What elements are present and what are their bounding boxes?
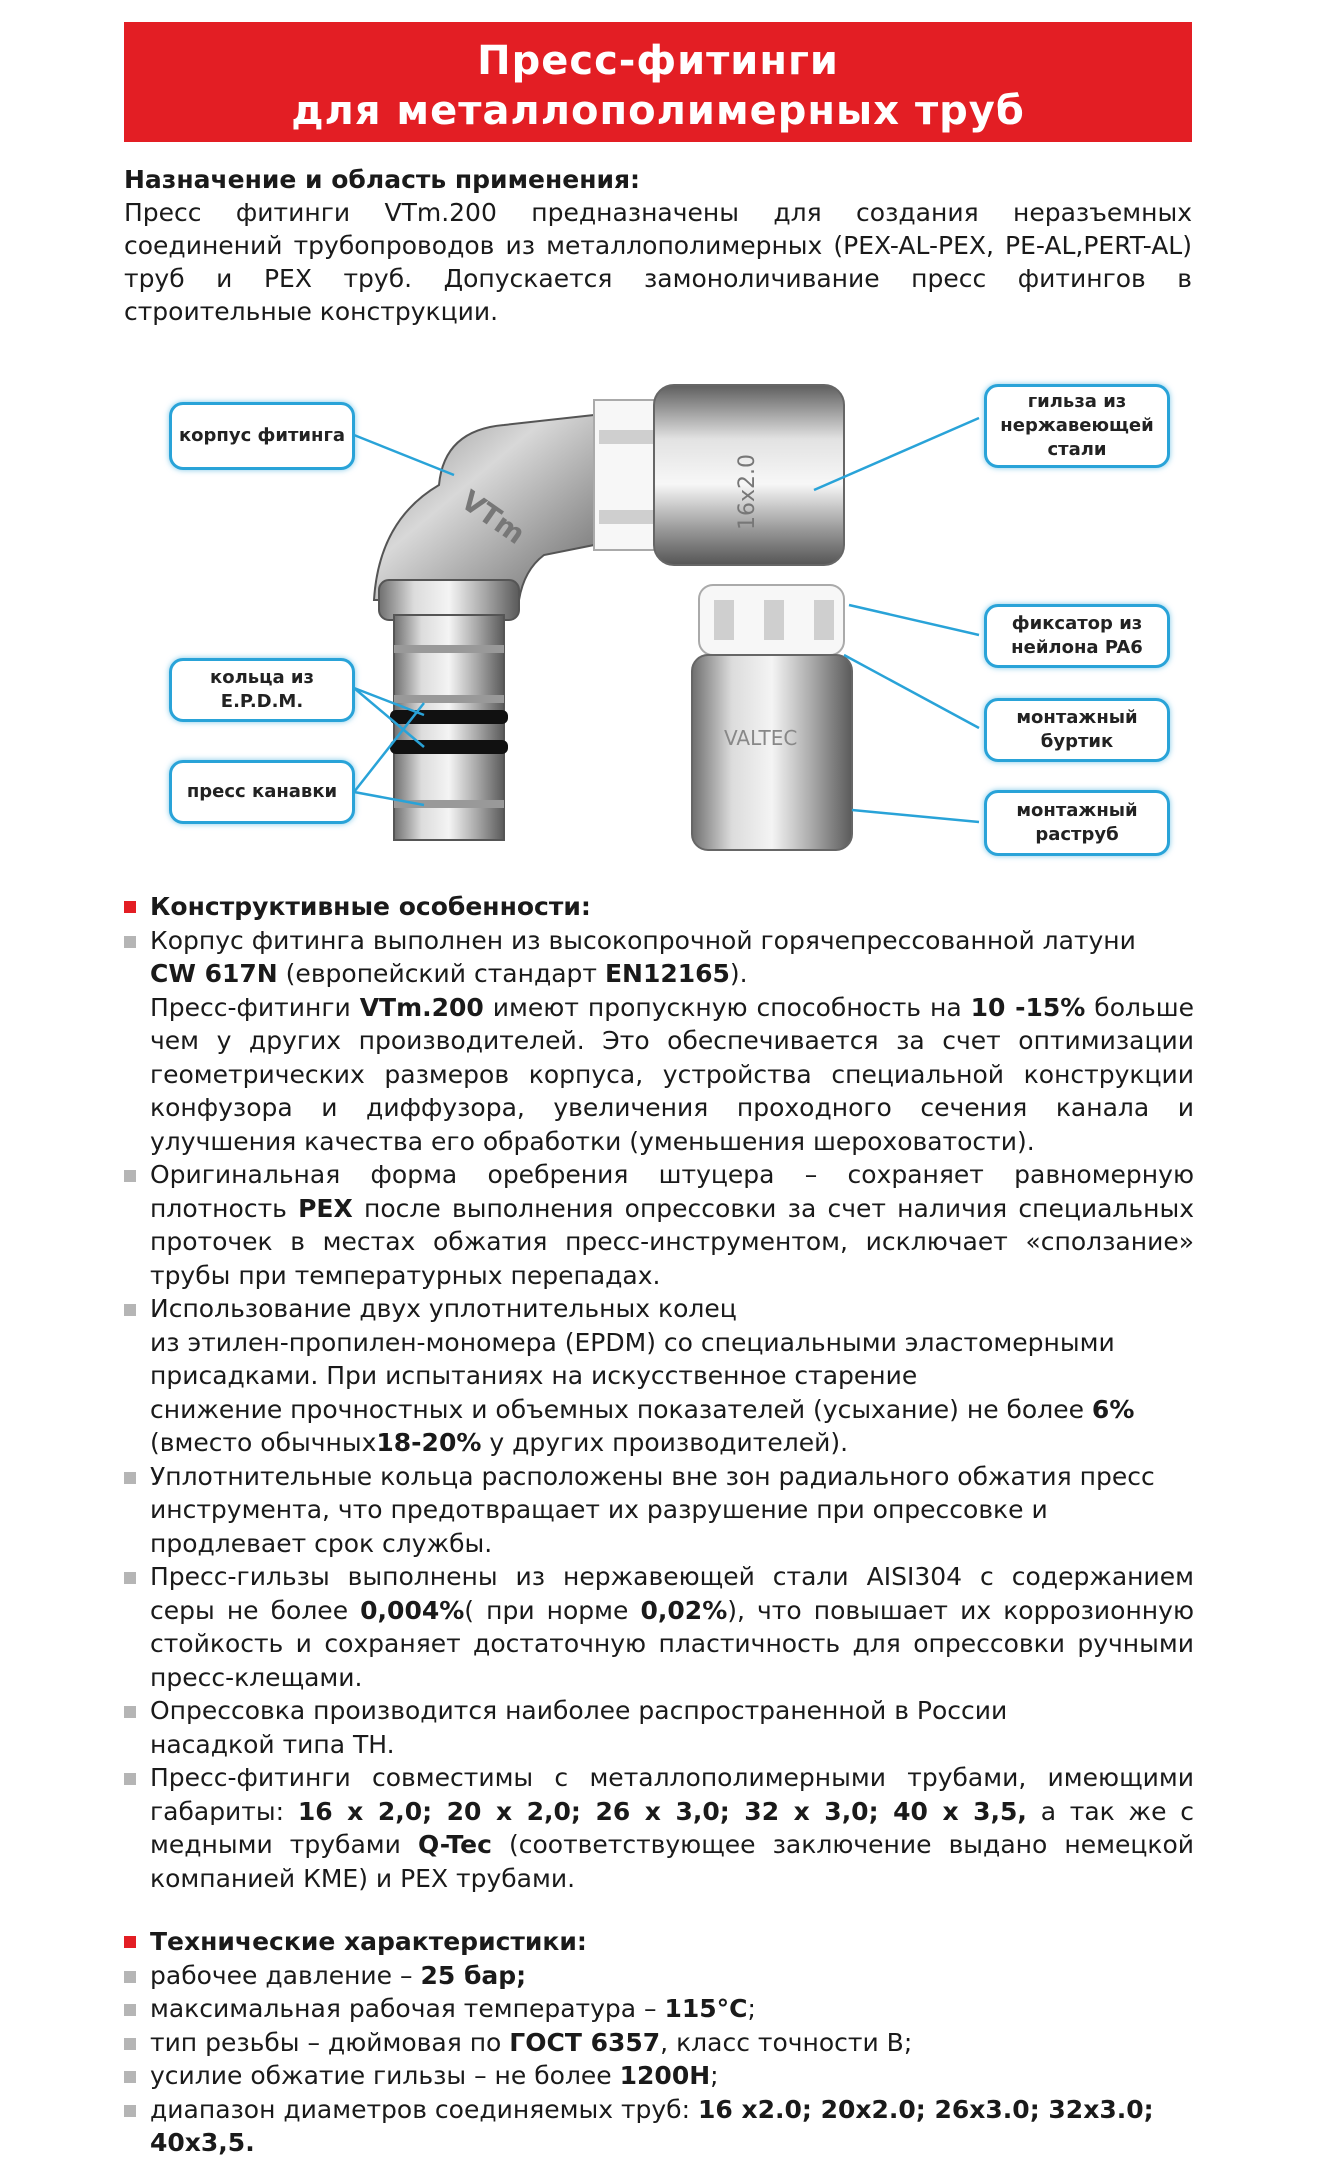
callout-retainer: фиксатор из нейлона PA6 bbox=[984, 604, 1170, 668]
feature-text: (вместо обычных bbox=[150, 1428, 377, 1457]
gray-square-icon bbox=[124, 936, 136, 948]
feature-text bbox=[150, 991, 1194, 1159]
bold-text: 0,004% bbox=[360, 1595, 465, 1625]
vtm-mark: VTm bbox=[454, 483, 532, 551]
red-square-icon bbox=[124, 1936, 136, 1948]
title-banner bbox=[124, 22, 1192, 142]
feature-text bbox=[150, 957, 1194, 991]
bold-text: 16 х 2,0; 20 х 2,0; 26 х 3,0; 32 х 3,0; 40 х 3,5, bbox=[297, 1796, 1027, 1826]
feature-text: ), что повышает их коррозионную стойкость и сохраняет достаточную пластичность для опрессовки ручными пресс-клещами. bbox=[150, 1595, 1194, 1692]
feature-text: из этилен-пропилен-мономера (EPDM) со специальными эластомерными присадками. При испытаниях на искусственное старение bbox=[150, 1327, 1115, 1390]
feature-text: Корпус фитинга выполнен из высокопрочной горячепрессованной латуни bbox=[150, 925, 1136, 955]
specs-section bbox=[124, 1925, 1194, 2160]
bold-text: VTm.200 bbox=[359, 992, 484, 1022]
spec-item bbox=[124, 2059, 1194, 2093]
features-section bbox=[124, 890, 1194, 1895]
gray-square-icon bbox=[124, 2105, 136, 2117]
spec-text: рабочее давление – bbox=[150, 1960, 421, 1990]
specs-heading bbox=[124, 1925, 1194, 1959]
fitting-body bbox=[374, 415, 594, 620]
feature-text: Пресс-гильзы выполнены из нержавеющей стали AISI304 с содержанием серы не более bbox=[150, 1562, 1194, 1625]
gray-square-icon bbox=[124, 1304, 136, 1316]
gray-square-icon bbox=[124, 2038, 136, 2050]
spec-text: усилие обжатие гильзы – не более bbox=[150, 2061, 620, 2090]
feature-text: больше чем у других производителей. Это обеспечивается за счет оптимизации геометрических размеров корпуса, устройства специальной конструкции конфузора и диффузора, увеличения проходного сечения канала и улучшения качества его обработки (уменьшения шероховатости). bbox=[150, 992, 1194, 1156]
callout-sleeve: гильза из нержавеющей стали bbox=[984, 384, 1170, 468]
specs-heading-text: Технические характеристики: bbox=[150, 1927, 587, 1956]
feature-text: ). bbox=[729, 959, 748, 988]
feature-text: у других производителей). bbox=[481, 1428, 849, 1457]
title-line-2: для металлополимерных труб bbox=[291, 88, 1025, 134]
callout-body: корпус фитинга bbox=[169, 402, 355, 470]
feature-item bbox=[124, 1158, 1194, 1292]
spec-text: ; bbox=[747, 1994, 756, 2023]
callout-socket: монтажный раструб bbox=[984, 790, 1170, 856]
bold-text: 16 x2.0; 20x2.0; 26x3.0; 32x3.0; 40x3,5. bbox=[150, 2094, 1154, 2157]
bold-text: 0,02% bbox=[640, 1595, 728, 1625]
bold-text: 25 бар; bbox=[420, 1960, 527, 1990]
gray-square-icon bbox=[124, 1706, 136, 1718]
feature-item bbox=[124, 1694, 1194, 1761]
gray-square-icon bbox=[124, 1472, 136, 1484]
feature-item bbox=[124, 1560, 1194, 1694]
feature-item bbox=[124, 1292, 1194, 1460]
feature-item bbox=[124, 1761, 1194, 1895]
feature-text bbox=[150, 1393, 1194, 1427]
feature-text: а так же с медными трубами bbox=[150, 1796, 1194, 1859]
spec-item bbox=[124, 2093, 1194, 2160]
gray-square-icon bbox=[124, 1971, 136, 1983]
feature-text: Пресс-фитинги bbox=[150, 992, 360, 1022]
feature-text bbox=[150, 1426, 1194, 1460]
callout-rings: кольца из E.P.D.M. bbox=[169, 658, 355, 722]
callout-grooves: пресс канавки bbox=[169, 760, 355, 824]
feature-text: насадкой типа TH. bbox=[150, 1729, 395, 1759]
bold-text: 6% bbox=[1091, 1394, 1135, 1424]
feature-text: Оригинальная форма оребрения штуцера – сохраняет равномерную плотность bbox=[150, 1160, 1194, 1223]
title-line-1: Пресс-фитинги bbox=[477, 38, 839, 84]
spec-item bbox=[124, 1959, 1194, 1993]
bold-text: 18-20% bbox=[376, 1428, 482, 1457]
feature-text: ( при норме bbox=[464, 1595, 641, 1625]
bold-text: EN12165 bbox=[604, 959, 730, 988]
feature-text: имеют пропускную способность на bbox=[483, 992, 971, 1022]
bold-text: PEX bbox=[298, 1193, 353, 1223]
feature-text: (соответствующее заключение выдано немецкой компанией КМЕ) и PEX трубами. bbox=[150, 1830, 1195, 1893]
separate-sleeve bbox=[692, 585, 852, 850]
feature-text: снижение прочностных и объемных показателей (усыхание) не более bbox=[150, 1394, 1092, 1424]
gray-square-icon bbox=[124, 1773, 136, 1785]
callout-mount-collar: монтажный буртик bbox=[984, 698, 1170, 762]
spec-item bbox=[124, 1992, 1194, 2026]
red-square-icon bbox=[124, 901, 136, 913]
spec-text: тип резьбы – дюймовая по bbox=[150, 2027, 510, 2057]
epdm-ring-2 bbox=[390, 740, 508, 754]
spigot bbox=[390, 615, 508, 840]
spec-text: , класс точности B; bbox=[660, 2027, 913, 2057]
feature-item bbox=[124, 1460, 1194, 1561]
feature-text: Уплотнительные кольца расположены вне зон радиального обжатия пресс инструмента, что предотвращает их разрушение при опрессовке и продлевает срок службы. bbox=[150, 1461, 1155, 1558]
features-heading bbox=[124, 890, 1194, 924]
bold-text: 1200Н bbox=[619, 2061, 711, 2090]
bold-text: 10 -15% bbox=[970, 992, 1086, 1022]
spec-item bbox=[124, 2026, 1194, 2060]
feature-text: после выполнения опрессовки за счет наличия специальных проточек в местах обжатия пресс-инструментом, исключает «сползание» трубы при температурных перепадах. bbox=[150, 1193, 1194, 1290]
spec-text: диапазон диаметров соединяемых труб: bbox=[150, 2094, 698, 2124]
intro-text: Пресс фитинги VTm.200 предназначены для создания неразъемных соединений трубопроводов из металлополимерных (PEX-AL-PEX, PE-AL,PERT-AL) труб и PEX труб. Допускается замоноличивание пресс фитингов в строительные конструкции. bbox=[124, 198, 1192, 326]
feature-text: Опрессовка производится наиболее распространенной в России bbox=[150, 1696, 1008, 1725]
feature-item bbox=[124, 924, 1194, 1159]
gray-square-icon bbox=[124, 1572, 136, 1584]
bold-text: CW 617N bbox=[150, 959, 278, 988]
spec-text: ; bbox=[710, 2061, 719, 2090]
press-sleeve bbox=[594, 385, 844, 565]
spec-text: максимальная рабочая температура – bbox=[150, 1994, 665, 2023]
intro-section bbox=[124, 163, 1192, 328]
valtec-mark: VALTEC bbox=[724, 726, 798, 750]
bold-text: ГОСТ 6357 bbox=[509, 2027, 661, 2057]
sleeve-marking: 16x2.0 bbox=[735, 453, 760, 530]
feature-text: Использование двух уплотнительных колец bbox=[150, 1294, 737, 1323]
gray-square-icon bbox=[124, 1170, 136, 1182]
feature-text: (европейский стандарт bbox=[277, 959, 605, 988]
feature-text: Пресс-фитинги совместимы с металлополимерными трубами, имеющими габариты: bbox=[150, 1763, 1194, 1826]
fitting-diagram bbox=[124, 370, 1192, 870]
gray-square-icon bbox=[124, 2004, 136, 2016]
bold-text: Q-Tec bbox=[417, 1830, 492, 1859]
features-heading-text: Конструктивные особенности: bbox=[150, 892, 591, 921]
bold-text: 115°C bbox=[664, 1994, 748, 2023]
intro-heading: Назначение и область применения: bbox=[124, 165, 641, 194]
gray-square-icon bbox=[124, 2071, 136, 2083]
